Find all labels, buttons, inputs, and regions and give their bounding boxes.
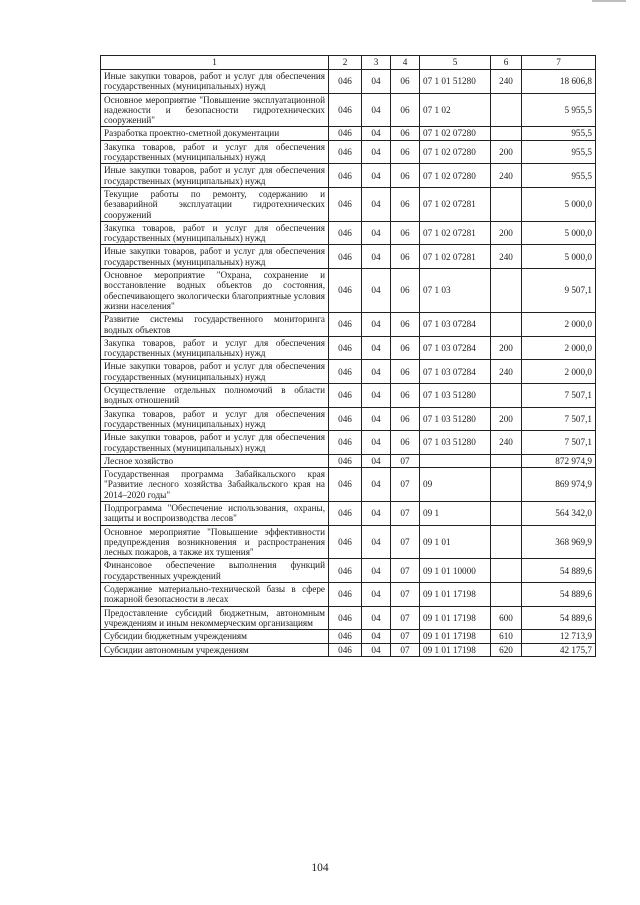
table-row <box>101 407 596 431</box>
row-name-cell: Разработка проектно-сметной документации <box>101 127 329 140</box>
row-csr-cell: 09 <box>420 468 491 502</box>
row-csr-cell: 07 1 02 <box>420 93 491 127</box>
row-rz-cell: 04 <box>362 559 391 583</box>
row-csr-cell: 09 1 01 10000 <box>420 559 491 583</box>
row-vid-cell <box>491 559 522 583</box>
table-row <box>101 221 596 245</box>
row-vid-cell <box>491 384 522 408</box>
table-row <box>101 606 596 630</box>
row-vr-cell: 046 <box>329 221 362 245</box>
row-pr-cell: 06 <box>391 221 420 245</box>
row-vid-cell <box>491 187 522 221</box>
row-pr-cell: 06 <box>391 93 420 127</box>
row-rz-cell: 04 <box>362 140 391 164</box>
table-row <box>101 583 596 607</box>
row-vid-cell: 240 <box>491 431 522 455</box>
row-name-cell: Субсидии бюджетным учреждениям <box>101 630 329 643</box>
row-csr-cell: 07 1 02 07281 <box>420 245 491 269</box>
table-row <box>101 336 596 360</box>
row-vr-cell: 046 <box>329 187 362 221</box>
table-row <box>101 313 596 337</box>
row-rz-cell: 04 <box>362 221 391 245</box>
row-vid-cell: 620 <box>491 643 522 656</box>
row-rz-cell: 04 <box>362 501 391 525</box>
row-rz-cell: 04 <box>362 70 391 94</box>
row-pr-cell: 06 <box>391 187 420 221</box>
row-rz-cell: 04 <box>362 643 391 656</box>
table-row <box>101 70 596 94</box>
row-pr-cell: 06 <box>391 269 420 313</box>
row-rz-cell: 04 <box>362 407 391 431</box>
row-csr-cell: 07 1 02 07280 <box>420 140 491 164</box>
row-vid-cell <box>491 468 522 502</box>
table-row <box>101 127 596 140</box>
row-csr-cell: 07 1 03 <box>420 269 491 313</box>
row-sum-cell: 7 507,1 <box>522 431 596 455</box>
table-row <box>101 93 596 127</box>
row-rz-cell: 04 <box>362 468 391 502</box>
table-body <box>101 70 596 657</box>
row-sum-cell: 955,5 <box>522 140 596 164</box>
row-vr-cell: 046 <box>329 630 362 643</box>
row-sum-cell: 54 889,6 <box>522 559 596 583</box>
row-rz-cell: 04 <box>362 525 391 559</box>
table-row <box>101 501 596 525</box>
row-csr-cell: 07 1 01 51280 <box>420 70 491 94</box>
row-rz-cell: 04 <box>362 93 391 127</box>
row-pr-cell: 06 <box>391 127 420 140</box>
table-row <box>101 454 596 467</box>
row-name-cell: Текущие работы по ремонту, содержанию и безаварийной эксплуатации гидротехнических сооружений <box>101 187 329 221</box>
header-cell: 4 <box>391 56 420 70</box>
row-rz-cell: 04 <box>362 164 391 188</box>
row-vid-cell: 600 <box>491 606 522 630</box>
row-pr-cell: 07 <box>391 559 420 583</box>
header-cell: 2 <box>329 56 362 70</box>
row-csr-cell: 07 1 03 51280 <box>420 407 491 431</box>
table-row <box>101 559 596 583</box>
header-cell: 5 <box>420 56 491 70</box>
row-rz-cell: 04 <box>362 187 391 221</box>
row-vr-cell: 046 <box>329 431 362 455</box>
row-rz-cell: 04 <box>362 630 391 643</box>
corner-scan-mark <box>592 0 626 10</box>
row-rz-cell: 04 <box>362 384 391 408</box>
table-row <box>101 245 596 269</box>
row-vr-cell: 046 <box>329 559 362 583</box>
row-name-cell: Осуществление отдельных полномочий в области водных отношений <box>101 384 329 408</box>
row-csr-cell: 07 1 02 07280 <box>420 127 491 140</box>
row-vid-cell: 240 <box>491 245 522 269</box>
row-vr-cell: 046 <box>329 468 362 502</box>
row-csr-cell: 07 1 02 07281 <box>420 187 491 221</box>
row-sum-cell: 368 969,9 <box>522 525 596 559</box>
row-csr-cell: 07 1 02 07281 <box>420 221 491 245</box>
row-csr-cell <box>420 454 491 467</box>
row-rz-cell: 04 <box>362 360 391 384</box>
table-row <box>101 187 596 221</box>
row-pr-cell: 06 <box>391 431 420 455</box>
table-row <box>101 525 596 559</box>
row-sum-cell: 2 000,0 <box>522 313 596 337</box>
row-vr-cell: 046 <box>329 93 362 127</box>
row-vid-cell: 610 <box>491 630 522 643</box>
row-rz-cell: 04 <box>362 431 391 455</box>
row-name-cell: Государственная программа Забайкальского края "Развитие лесного хозяйства Забайкальского края на 2014–2020 годы" <box>101 468 329 502</box>
row-sum-cell: 955,5 <box>522 164 596 188</box>
row-csr-cell: 09 1 01 17198 <box>420 643 491 656</box>
table-row <box>101 164 596 188</box>
row-vr-cell: 046 <box>329 245 362 269</box>
row-pr-cell: 07 <box>391 468 420 502</box>
row-sum-cell: 5 000,0 <box>522 187 596 221</box>
row-name-cell: Иные закупки товаров, работ и услуг для обеспечения государственных (муниципальных) нужд <box>101 431 329 455</box>
row-pr-cell: 06 <box>391 360 420 384</box>
table-row <box>101 360 596 384</box>
table-row <box>101 140 596 164</box>
row-pr-cell: 06 <box>391 164 420 188</box>
row-name-cell: Иные закупки товаров, работ и услуг для обеспечения государственных (муниципальных) нужд <box>101 70 329 94</box>
row-name-cell: Иные закупки товаров, работ и услуг для обеспечения государственных (муниципальных) нужд <box>101 164 329 188</box>
header-cell: 1 <box>101 56 329 70</box>
row-sum-cell: 54 889,6 <box>522 606 596 630</box>
table-row <box>101 269 596 313</box>
row-vid-cell <box>491 525 522 559</box>
row-vid-cell: 240 <box>491 70 522 94</box>
row-sum-cell: 5 000,0 <box>522 245 596 269</box>
row-name-cell: Иные закупки товаров, работ и услуг для обеспечения государственных (муниципальных) нужд <box>101 245 329 269</box>
row-vr-cell: 046 <box>329 140 362 164</box>
row-rz-cell: 04 <box>362 313 391 337</box>
row-pr-cell: 06 <box>391 336 420 360</box>
row-name-cell: Развитие системы государственного мониторинга водных объектов <box>101 313 329 337</box>
row-csr-cell: 07 1 03 07284 <box>420 336 491 360</box>
table-row <box>101 643 596 656</box>
row-name-cell: Закупка товаров, работ и услуг для обеспечения государственных (муниципальных) нужд <box>101 221 329 245</box>
row-sum-cell: 18 606,8 <box>522 70 596 94</box>
table-row <box>101 431 596 455</box>
row-vr-cell: 046 <box>329 127 362 140</box>
row-pr-cell: 07 <box>391 630 420 643</box>
table-row <box>101 384 596 408</box>
row-name-cell: Содержание материально-технической базы в сфере пожарной безопасности в лесах <box>101 583 329 607</box>
row-vr-cell: 046 <box>329 583 362 607</box>
budget-table <box>100 55 596 657</box>
row-csr-cell: 09 1 01 <box>420 525 491 559</box>
row-vid-cell: 200 <box>491 336 522 360</box>
row-pr-cell: 07 <box>391 454 420 467</box>
row-vr-cell: 046 <box>329 70 362 94</box>
row-name-cell: Субсидии автономным учреждениям <box>101 643 329 656</box>
row-pr-cell: 07 <box>391 501 420 525</box>
row-vid-cell: 240 <box>491 360 522 384</box>
row-sum-cell: 564 342,0 <box>522 501 596 525</box>
row-rz-cell: 04 <box>362 336 391 360</box>
row-sum-cell: 869 974,9 <box>522 468 596 502</box>
row-vid-cell: 200 <box>491 407 522 431</box>
page-number: 104 <box>311 862 329 874</box>
row-vr-cell: 046 <box>329 384 362 408</box>
row-vid-cell <box>491 93 522 127</box>
table-row <box>101 468 596 502</box>
row-name-cell: Закупка товаров, работ и услуг для обеспечения государственных (муниципальных) нужд <box>101 407 329 431</box>
row-sum-cell: 5 000,0 <box>522 221 596 245</box>
row-vid-cell <box>491 127 522 140</box>
row-vid-cell: 200 <box>491 221 522 245</box>
row-vr-cell: 046 <box>329 643 362 656</box>
row-pr-cell: 07 <box>391 606 420 630</box>
row-sum-cell: 7 507,1 <box>522 407 596 431</box>
row-name-cell: Лесное хозяйство <box>101 454 329 467</box>
row-csr-cell: 07 1 03 07284 <box>420 360 491 384</box>
row-csr-cell: 07 1 02 07280 <box>420 164 491 188</box>
row-pr-cell: 06 <box>391 407 420 431</box>
row-sum-cell: 12 713,9 <box>522 630 596 643</box>
row-sum-cell: 2 000,0 <box>522 336 596 360</box>
row-csr-cell: 07 1 03 51280 <box>420 384 491 408</box>
row-sum-cell: 42 175,7 <box>522 643 596 656</box>
row-sum-cell: 5 955,5 <box>522 93 596 127</box>
row-vr-cell: 046 <box>329 313 362 337</box>
row-vr-cell: 046 <box>329 336 362 360</box>
row-vr-cell: 046 <box>329 606 362 630</box>
row-csr-cell: 09 1 <box>420 501 491 525</box>
row-vr-cell: 046 <box>329 454 362 467</box>
row-rz-cell: 04 <box>362 454 391 467</box>
row-name-cell: Подпрограмма "Обеспечение использования, охраны, защиты и воспроизводства лесов" <box>101 501 329 525</box>
row-sum-cell: 872 974,9 <box>522 454 596 467</box>
row-sum-cell: 955,5 <box>522 127 596 140</box>
row-pr-cell: 06 <box>391 245 420 269</box>
row-vid-cell <box>491 313 522 337</box>
table-header-row <box>101 56 596 70</box>
row-pr-cell: 07 <box>391 583 420 607</box>
header-cell: 6 <box>491 56 522 70</box>
row-vr-cell: 046 <box>329 269 362 313</box>
row-csr-cell: 07 1 03 07284 <box>420 313 491 337</box>
row-rz-cell: 04 <box>362 127 391 140</box>
row-csr-cell: 09 1 01 17198 <box>420 606 491 630</box>
header-cell: 3 <box>362 56 391 70</box>
row-pr-cell: 06 <box>391 70 420 94</box>
row-name-cell: Финансовое обеспечение выполнения функций государственных учреждений <box>101 559 329 583</box>
row-rz-cell: 04 <box>362 606 391 630</box>
row-vid-cell: 200 <box>491 140 522 164</box>
row-rz-cell: 04 <box>362 245 391 269</box>
row-sum-cell: 2 000,0 <box>522 360 596 384</box>
row-sum-cell: 9 507,1 <box>522 269 596 313</box>
row-csr-cell: 09 1 01 17198 <box>420 630 491 643</box>
row-name-cell: Предоставление субсидий бюджетным, автономным учреждениям и иным некоммерческим организациям <box>101 606 329 630</box>
row-sum-cell: 54 889,6 <box>522 583 596 607</box>
row-name-cell: Основное мероприятие "Повышение эффективности предупреждения возникновения и распространения лесных пожаров, а также их тушения" <box>101 525 329 559</box>
row-name-cell: Основное мероприятие "Охрана, сохранение и восстановление водных объектов до состояния, обеспечивающего экологически благоприятные условия жизни населения" <box>101 269 329 313</box>
row-vid-cell: 240 <box>491 164 522 188</box>
row-rz-cell: 04 <box>362 269 391 313</box>
row-vr-cell: 046 <box>329 525 362 559</box>
row-name-cell: Основное мероприятие "Повышение эксплуатационной надежности и безопасности гидротехнических сооружений" <box>101 93 329 127</box>
row-vid-cell <box>491 583 522 607</box>
row-vr-cell: 046 <box>329 501 362 525</box>
row-pr-cell: 07 <box>391 525 420 559</box>
row-vr-cell: 046 <box>329 360 362 384</box>
header-cell: 7 <box>522 56 596 70</box>
row-csr-cell: 09 1 01 17198 <box>420 583 491 607</box>
row-vid-cell <box>491 454 522 467</box>
table-row <box>101 630 596 643</box>
row-pr-cell: 06 <box>391 384 420 408</box>
row-pr-cell: 06 <box>391 313 420 337</box>
row-vr-cell: 046 <box>329 164 362 188</box>
row-vid-cell <box>491 501 522 525</box>
row-name-cell: Иные закупки товаров, работ и услуг для обеспечения государственных (муниципальных) нужд <box>101 360 329 384</box>
row-rz-cell: 04 <box>362 583 391 607</box>
row-pr-cell: 06 <box>391 140 420 164</box>
row-vid-cell <box>491 269 522 313</box>
row-name-cell: Закупка товаров, работ и услуг для обеспечения государственных (муниципальных) нужд <box>101 336 329 360</box>
row-name-cell: Закупка товаров, работ и услуг для обеспечения государственных (муниципальных) нужд <box>101 140 329 164</box>
row-vr-cell: 046 <box>329 407 362 431</box>
row-csr-cell: 07 1 03 51280 <box>420 431 491 455</box>
row-pr-cell: 07 <box>391 643 420 656</box>
row-sum-cell: 7 507,1 <box>522 384 596 408</box>
